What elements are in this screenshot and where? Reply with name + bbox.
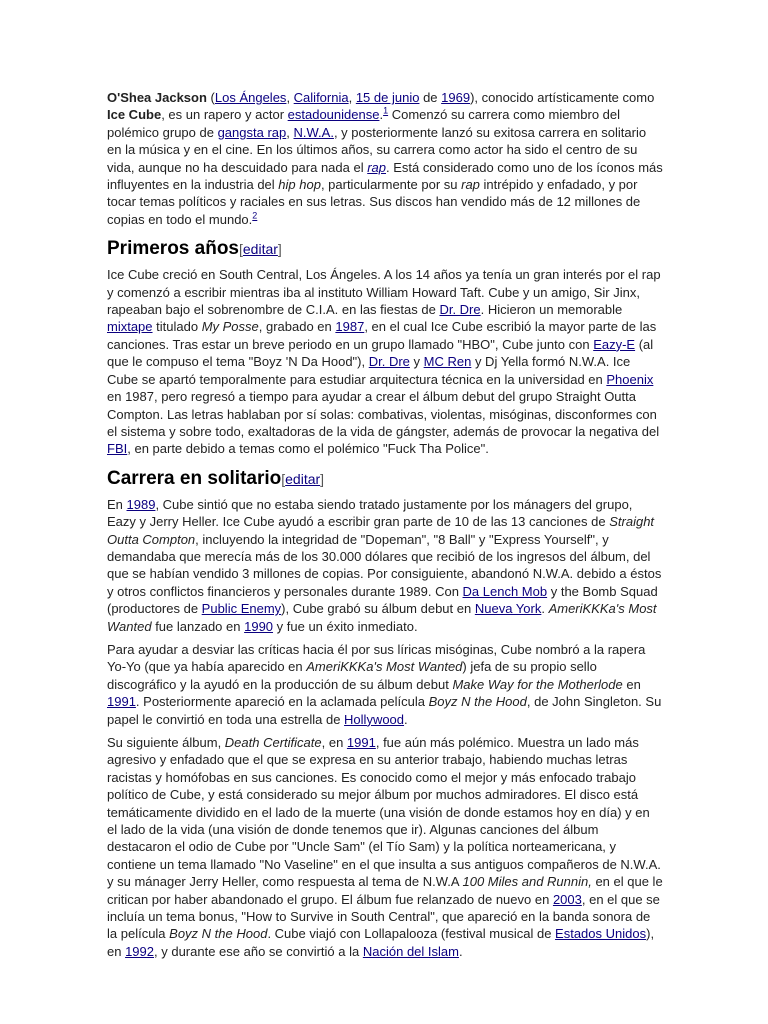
edit-section-link-group: [editar] xyxy=(239,241,282,258)
wiki-link[interactable]: MC Ren xyxy=(423,354,472,370)
section-heading-primeros-anos xyxy=(107,238,663,260)
section-heading-carrera-en-solitario xyxy=(107,468,663,490)
wiki-link[interactable]: N.W.A. xyxy=(293,124,334,140)
section-title: Primeros años xyxy=(107,238,239,260)
wiki-link[interactable]: Dr. Dre xyxy=(439,302,481,318)
wiki-link[interactable]: 1991 xyxy=(346,735,376,750)
wiki-link[interactable]: estadounidense xyxy=(287,107,380,123)
edit-section-link[interactable]: editar xyxy=(285,470,321,487)
body-paragraph: Su siguiente álbum, Death Certificate, en 1991, fue aún más polémico. Muestra un lado más agresivo y enfadado que el que se expresa en su anterior trabajo, habiendo muchas letras racistas y homófobas en sus canciones. Es conocido como el mejor y más enfocado trabajo político de Cube, y está considerado su mejor álbum por muchos admiradores. El disco está temáticamente dividido en el lado de la muerte (una visión de donde estamos hoy en día) y en el lado de la vida (una visión de donde tenemos que ir). Algunas canciones del álbum destacaron el odio de Cube por "Uncle Sam" (el Tío Sam) y la política norteamericana, y contiene un tema llamado "No Vaseline" en el que insulta a sus antiguos compañeros de N.W.A. y su mánager Jerry Heller, como respuesta al tema de N.W.A 100 Miles and Runnin, en el que le critican por haber abandonado el grupo. El álbum fue relanzado de nuevo en 2003, en el que se incluía un tema bonus, "How to Survive in South Central", que apareció en la banda sonora de la película Boyz N the Hood. Cube viajó con Lollapalooza (festival musical de Estados Unidos), en 1992, y durante ese año se convirtió a la Nación del Islam. xyxy=(107,735,663,959)
body-paragraph: En 1989, Cube sintió que no estaba siendo tratado justamente por los mánagers del grupo, Eazy y Jerry Heller. Ice Cube ayudó a escribir gran parte de 10 de las 13 canciones de Straight Outta Compton, incluyendo la integridad de "Dopeman", "8 Ball" y "Express Yourself", y demandaba que merecía más de los 30.000 dólares que recibió de los ingresos del álbum, del que se habían vendido 3 millones de copias. Por consiguiente, abandonó N.W.A. debido a éstos y otros conflictos financieros y personales durante 1989. Con Da Lench Mob y the Bomb Squad (productores de Public Enemy), Cube grabó su álbum debut en Nueva York. AmeriKKKa's Most Wanted fue lanzado en 1990 y fue un éxito inmediato. xyxy=(107,496,662,634)
wiki-link[interactable]: 15 de junio xyxy=(355,90,420,105)
wiki-link[interactable]: Nación del Islam xyxy=(362,943,459,959)
wiki-link[interactable]: Nueva York xyxy=(474,601,542,617)
wiki-link[interactable]: 2003 xyxy=(552,891,582,907)
intro-paragraph: O'Shea Jackson (Los Ángeles, California, 15 de junio de 1969), conocido artísticamente como Ice Cube, es un rapero y actor estadounidense.$^1$ Comenzó su carrera como miembro del polémico grupo de gangsta rap, N.W.A., y posteriormente lanzó su exitosa carrera en solitario en la música y en el cine. En los últimos años, su carrera como actor ha sido el centro de su vida, aunque no ha descuidado para nada el rap. Está considerado como uno de los íconos más influyentes en la industria del hip hop, particularmente por su rap intrépido y enfadado, y por tocar temas políticos y raciales en sus letras. Sus discos han vendido más de 12 millones de copias en todo el mundo.$^2$ xyxy=(107,90,663,227)
wiki-link[interactable]: Los Ángeles xyxy=(214,90,287,105)
wiki-link[interactable]: Eazy-E xyxy=(593,336,636,352)
reference-link[interactable]: 2 xyxy=(252,210,258,221)
section-title: Carrera en solitario xyxy=(107,467,282,489)
wiki-link[interactable]: 1990 xyxy=(244,618,274,634)
wiki-link[interactable]: 1991 xyxy=(107,694,136,710)
wiki-link[interactable]: 1992 xyxy=(125,943,154,959)
wiki-link[interactable]: 1987 xyxy=(335,319,365,335)
wiki-link[interactable]: 1989 xyxy=(126,496,156,512)
wiki-link[interactable]: Dr. Dre xyxy=(368,354,410,370)
body-paragraph: Para ayudar a desviar las críticas hacia él por sus líricas misóginas, Cube nombró a la rapera Yo-Yo (que ya había aparecido en AmeriKKKa's Most Wanted) jefa de su propio sello discográfico y la ayudó en la producción de su álbum debut Make Way for the Motherlode en 1991. Posteriormente apareció en la aclamada película Boyz N the Hood, de John Singleton. Su papel le convirtió en toda una estrella de Hollywood. xyxy=(107,641,662,727)
wiki-link[interactable]: Phoenix xyxy=(606,371,654,387)
edit-section-link[interactable]: editar xyxy=(242,241,278,258)
body-paragraph: Ice Cube creció en South Central, Los Ángeles. A los 14 años ya tenía un gran interés por el rap y comenzó a escribir mientras iba al instituto William Howard Taft. Cube y un amigo, Sir Jinx, rapeaban bajo el sobrenombre de C.I.A. en las fiestas de Dr. Dre. Hicieron un memorable mixtape titulado My Posse, grabado en 1987, en el cual Ice Cube escribió la mayor parte de las canciones. Tras estar un breve periodo en un grupo llamado "HBO", Cube junto con Eazy-E (al que le compuso el tema "Boyz 'N Da Hood"), Dr. Dre y MC Ren y Dj Yella formó N.W.A. Ice Cube se apartó temporalmente para estudiar arquitectura técnica en la universidad en Phoenix en 1987, pero regresó a tiempo para ayudar a crear el álbum debut del grupo Straight Outta Compton. Las letras hablaban por sí solas: combativas, violentas, misóginas, disconformes con el sistema y sobre todo, exaltadoras de la vida de gángster, además de provocar la negativa del FBI, en parte debido a temas como el polémico "Fuck Tha Police". xyxy=(107,267,661,457)
wiki-link[interactable]: rap xyxy=(367,159,387,175)
edit-section-link-group: [editar] xyxy=(281,470,325,487)
wiki-link[interactable]: Da Lench Mob xyxy=(462,583,548,599)
wiki-link[interactable]: California xyxy=(293,90,349,105)
wiki-link[interactable]: Public Enemy xyxy=(201,601,282,617)
wiki-link[interactable]: Estados Unidos xyxy=(555,926,647,942)
wiki-link[interactable]: FBI xyxy=(107,441,128,457)
wiki-link[interactable]: gangsta rap xyxy=(217,124,287,140)
article-body xyxy=(107,89,663,966)
reference-link[interactable]: 1 xyxy=(383,106,389,117)
wiki-link[interactable]: 1969 xyxy=(441,90,471,105)
wiki-link[interactable]: mixtape xyxy=(107,319,153,335)
wiki-link[interactable]: Hollywood xyxy=(344,711,405,727)
